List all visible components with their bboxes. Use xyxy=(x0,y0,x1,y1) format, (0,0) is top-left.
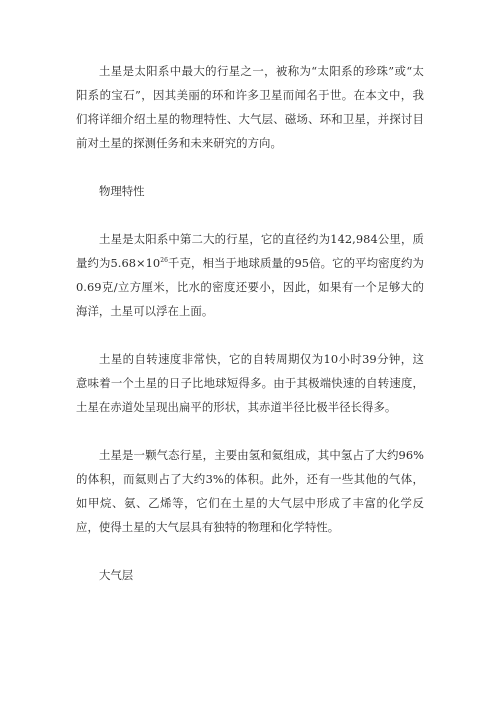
intro-paragraph: 土星是太阳系中最大的行星之一，被称为“太阳系的珍珠”或“太阳系的宝石”，因其美丽的环和许多卫星而闻名于世。在本文中，我们将详细介绍土星的物理特性、大气层、磁场、环和卫星，并探讨目前对土星的探测任务和未来研究的方向。 xyxy=(76,64,424,150)
section-heading-atmosphere: 大气层 xyxy=(99,568,134,582)
document-page xyxy=(76,59,424,587)
size-text-a: 土星是太阳系中第二大的行星，它的直径约为142,984公里，质量约为5.68×10 xyxy=(76,232,424,270)
size-exponent: 26 xyxy=(160,257,168,264)
paragraph-gap xyxy=(76,419,424,443)
size-text-b: 千克，相当于地球质量的95倍。它的平均密度约为0.69克/立方厘米，比水的密度还要小，因此，如果有一个足够大的海洋，土星可以浮在上面。 xyxy=(76,256,424,318)
paragraph-gap xyxy=(76,539,424,563)
paragraph-gap xyxy=(76,203,424,227)
composition-paragraph: 土星是一颗气态行星，主要由氢和氦组成，其中氢占了大约96%的体积，而氦则占了大约3%的体积。此外，还有一些其他的气体，如甲烷、氨、乙烯等，它们在土星的大气层中形成了丰富的化学反应，使得土星的大气层具有独特的物理和化学特性。 xyxy=(76,448,424,534)
physical-size-paragraph xyxy=(76,227,424,323)
paragraph-gap xyxy=(76,155,424,179)
rotation-paragraph: 土星的自转速度非常快，它的自转周期仅为10小时39分钟，这意味着一个土星的日子比地球短得多。由于其极端快速的自转速度，土星在赤道处呈现出扁平的形状，其赤道半径比极半径长得多。 xyxy=(76,352,424,414)
section-heading-physical: 物理特性 xyxy=(99,184,145,198)
paragraph-gap xyxy=(76,323,424,347)
